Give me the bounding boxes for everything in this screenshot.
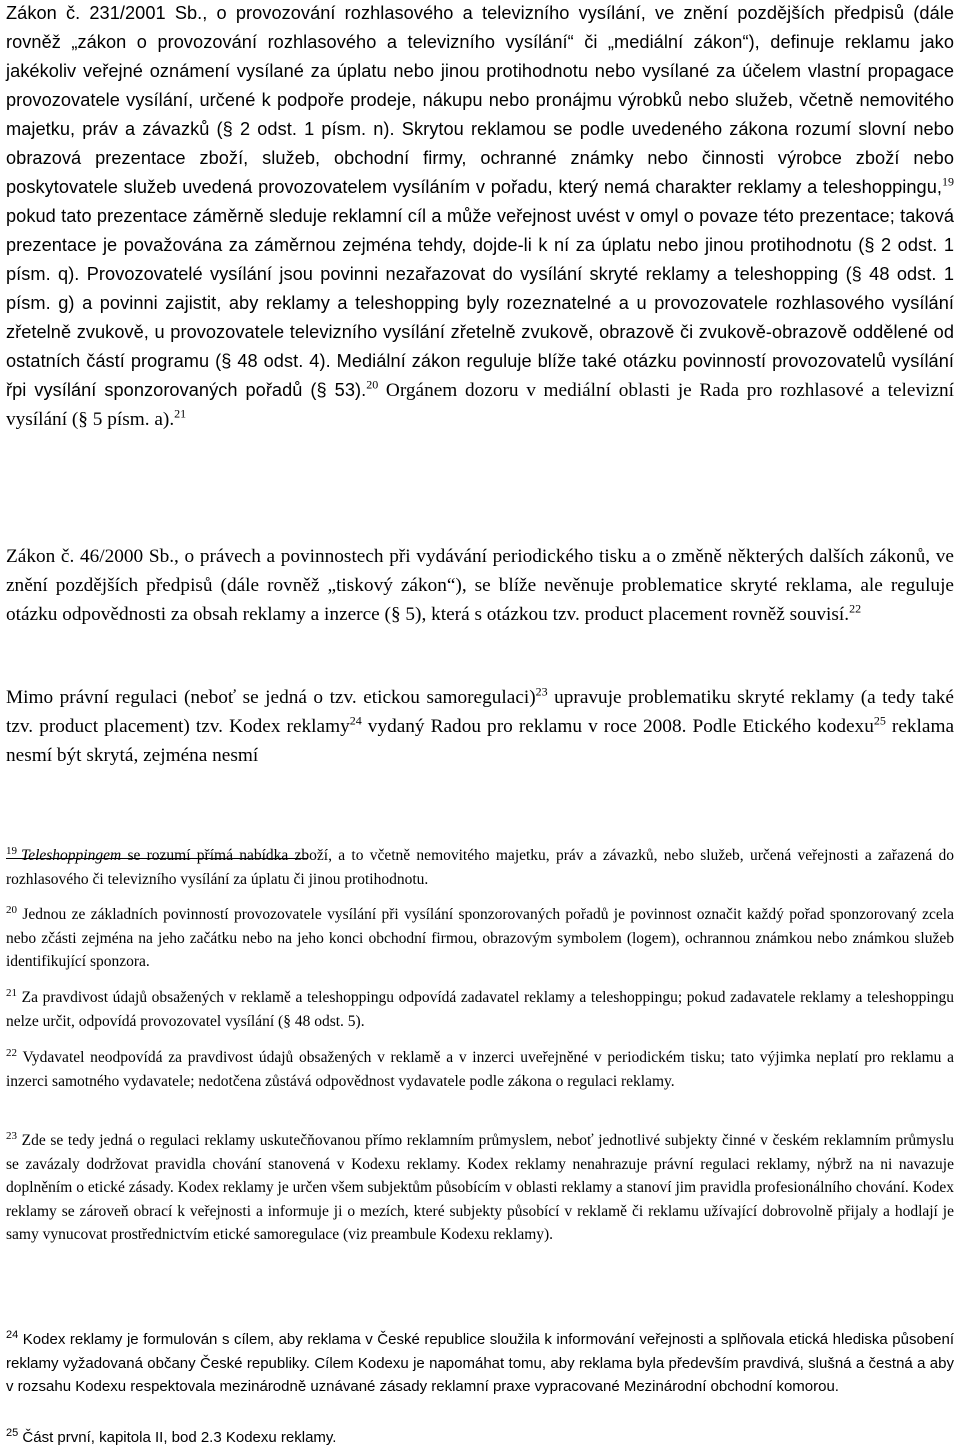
footnote-text: se rozumí přímá nabídka zboží, a to včetně nemovitého majetku, práv a závazků, nebo služeb, určená veřejnosti a zařazená do rozhlasového či televizního vysílání za úplatu či jinou protihodnotu. xyxy=(6,847,954,888)
footnote-25 xyxy=(6,1426,954,1450)
paragraph-media-law xyxy=(6,0,954,434)
footnote-text: Vydavatel neodpovídá za pravdivost údajů obsažených v reklamě a v inzerci uveřejněné v periodickém tisku; tato výjimka neplatí pro reklamu a inzerci samotného vydavatele; nedotčena zůstává odpovědnost vydavatele podle zákona o regulaci reklamy. xyxy=(6,1049,954,1090)
footnote-term: Teleshoppingem xyxy=(21,847,122,864)
footnote-number: 20 xyxy=(6,903,17,916)
footnote-text: Zde se tedy jedná o regulaci reklamy uskutečňovanou přímo reklamním průmyslem, neboť jednotlivé subjekty činné v českém reklamním průmyslu se zavázaly dodržovat pravidla chování stanovená v Kodexu reklamy. Kodex reklamy nenahrazuje právní regulaci reklamy, nýbrž na ni navazuje doplněním o etické zásady. Kodex reklamy je určen všem subjektům působícím v oblasti reklamy a stanoví jim pravidla profesionálního chování. Kodex reklamy se zároveň obrací k veřejnosti a informuje ji o mezích, které subjekty působící v reklamě či reklamu užívající dobrovolně přijaly a hodlají je samy vynucovat prostřednictvím etické samoregulace (viz preambule Kodexu reklamy). xyxy=(6,1132,954,1243)
text-segment: Zákon č. 46/2000 Sb., o právech a povinnostech při vydávání periodického tisku a o změně některých dalších zákonů, ve znění pozdějších předpisů (dále rovněž „tiskový zákon“), se blíže nevěnuje problematice skryté reklama, ale reguluje otázku odpovědnosti za obsah reklamy a inzerce (§ 5), která s otázkou tzv. product placement rovněž souvisí. xyxy=(6,546,954,625)
footnote-ref-24: 24 xyxy=(349,713,362,728)
footnote-24 xyxy=(6,1328,954,1399)
footnote-ref-20: 20 xyxy=(366,377,379,392)
footnote-number: 25 xyxy=(6,1427,19,1439)
footnote-text: Část první, kapitola II, bod 2.3 Kodexu reklamy. xyxy=(18,1429,337,1446)
footnote-number: 21 xyxy=(6,986,17,999)
footnote-text: Za pravdivost údajů obsažených v reklamě a teleshoppingu odpovídá zadavatel reklamy a teleshoppingu; pokud zadavatele reklamy a teleshoppingu nelze určit, odpovídá provozovatel vysílání (§ 48 odst. 5). xyxy=(6,989,954,1030)
footnote-19 xyxy=(6,844,954,891)
footnote-ref-19: 19 xyxy=(942,174,954,189)
footnote-number: 22 xyxy=(6,1046,17,1059)
footnote-ref-25: 25 xyxy=(873,713,886,728)
paragraph-self-regulation xyxy=(6,683,954,770)
text-segment: Zákon č. 231/2001 Sb., o provozování rozhlasového a televizního vysílání, ve znění pozdějších předpisů (dále rovněž „zákon o provozování rozhlasového a televizního vysílání“ či „mediální zákon“), definuje reklamu jako jakékoliv veřejné oznámení vysílané za úplatu nebo jinou protihodnotu nebo vysílané za účelem vlastní propagace provozovatele vysílání, určené k podpoře prodeje, nákupu nebo pronájmu výrobků nebo služeb, včetně nemovitého majetku, práv a závazků (§ 2 odst. 1 písm. n). xyxy=(6,3,954,139)
footnote-number: 19 xyxy=(6,844,17,857)
footnote-20 xyxy=(6,903,954,974)
text-segment: reklama nesmí být skrytá, zejména nesmí xyxy=(6,716,955,766)
footnote-text: Kodex reklamy je formulován s cílem, aby reklama v České republice sloužila k informování veřejnosti a splňovala etická hlediska působení reklamy vyžadovaná občany České republiky. Cílem Kodexu je napomáhat tomu, aby reklama byla především pravdivá, slušná a čestná a aby v rozsahu Kodexu respektovala mezinárodně uznávané zásady reklamní praxe vypracované Mezinárodní obchodní komorou. xyxy=(6,1331,954,1395)
footnote-21 xyxy=(6,986,954,1033)
text-segment: pokud tato prezentace záměrně sleduje reklamní cíl a může veřejnost uvést v omyl o povaze této prezentace; taková prezentace je považována za záměrnou zejména tehdy, dojde-li k ní za úplatu nebo jinou protihodnotu (§ 2 odst. 1 písm. q). Provozovatelé vysílání jsou povinni nezařazovat do vysílání skryté reklamy a teleshopping (§ 48 odst. 1 písm. g) a povinni zajistit, aby reklamy a teleshopping byly rozeznatelné a u provozovatele rozhlasového vysílání zřetelně zvukově, u provozovatele televizního vysílání zřetelně zvukově, obrazově či zvukově-obrazově oddělené od ostatních částí programu (§ 48 odst. 4). Mediální zákon reguluje blíže také otázku povinností provozovatelů vysílání řpi vysílání sponzorovaných pořadů (§ 53). xyxy=(6,206,954,400)
text-segment: Skrytou reklamou se podle uvedeného zákona rozumí slovní nebo obrazová prezentace zboží, služeb, obchodní firmy, ochranné známky nebo činnosti výrobce zboží nebo poskytovatele služeb uvedená provozovatelem vysíláním v pořadu, který nemá charakter reklamy a teleshoppingu, xyxy=(6,119,954,197)
footnote-23 xyxy=(6,1129,954,1247)
footnote-text: Jednou ze základních povinností provozovatele vysílání při vysílání sponzorovaných pořadů je povinnost označit každý pořad sponzorovaný zcela nebo zčásti zejména na jeho začátku nebo na jeho konci obchodní firmou, obrazovým symbolem (logem), ochrannou známkou nebo známkou služeb identifikující sponzora. xyxy=(6,906,954,970)
footnote-ref-22: 22 xyxy=(849,601,862,616)
text-segment: Mimo právní regulaci (neboť se jedná o tzv. etickou samoregulaci) xyxy=(6,687,536,708)
footnote-number: 23 xyxy=(6,1129,17,1142)
footnote-number: 24 xyxy=(6,1329,19,1341)
footnote-22 xyxy=(6,1046,954,1093)
footnote-ref-21: 21 xyxy=(174,406,187,421)
footnote-ref-23: 23 xyxy=(535,684,548,699)
text-segment: upravuje problematiku skryté reklamy (a tedy také tzv. product placement) tzv. Kodex reklamy xyxy=(6,687,954,737)
paragraph-press-law xyxy=(6,542,954,629)
text-segment: vydaný Radou pro reklamu v roce 2008. Podle Etického kodexu xyxy=(361,716,874,737)
text-segment: Orgánem dozoru v mediální oblasti je Rada pro rozhlasové a televizní vysílání (§ 5 písm. a). xyxy=(6,380,954,430)
